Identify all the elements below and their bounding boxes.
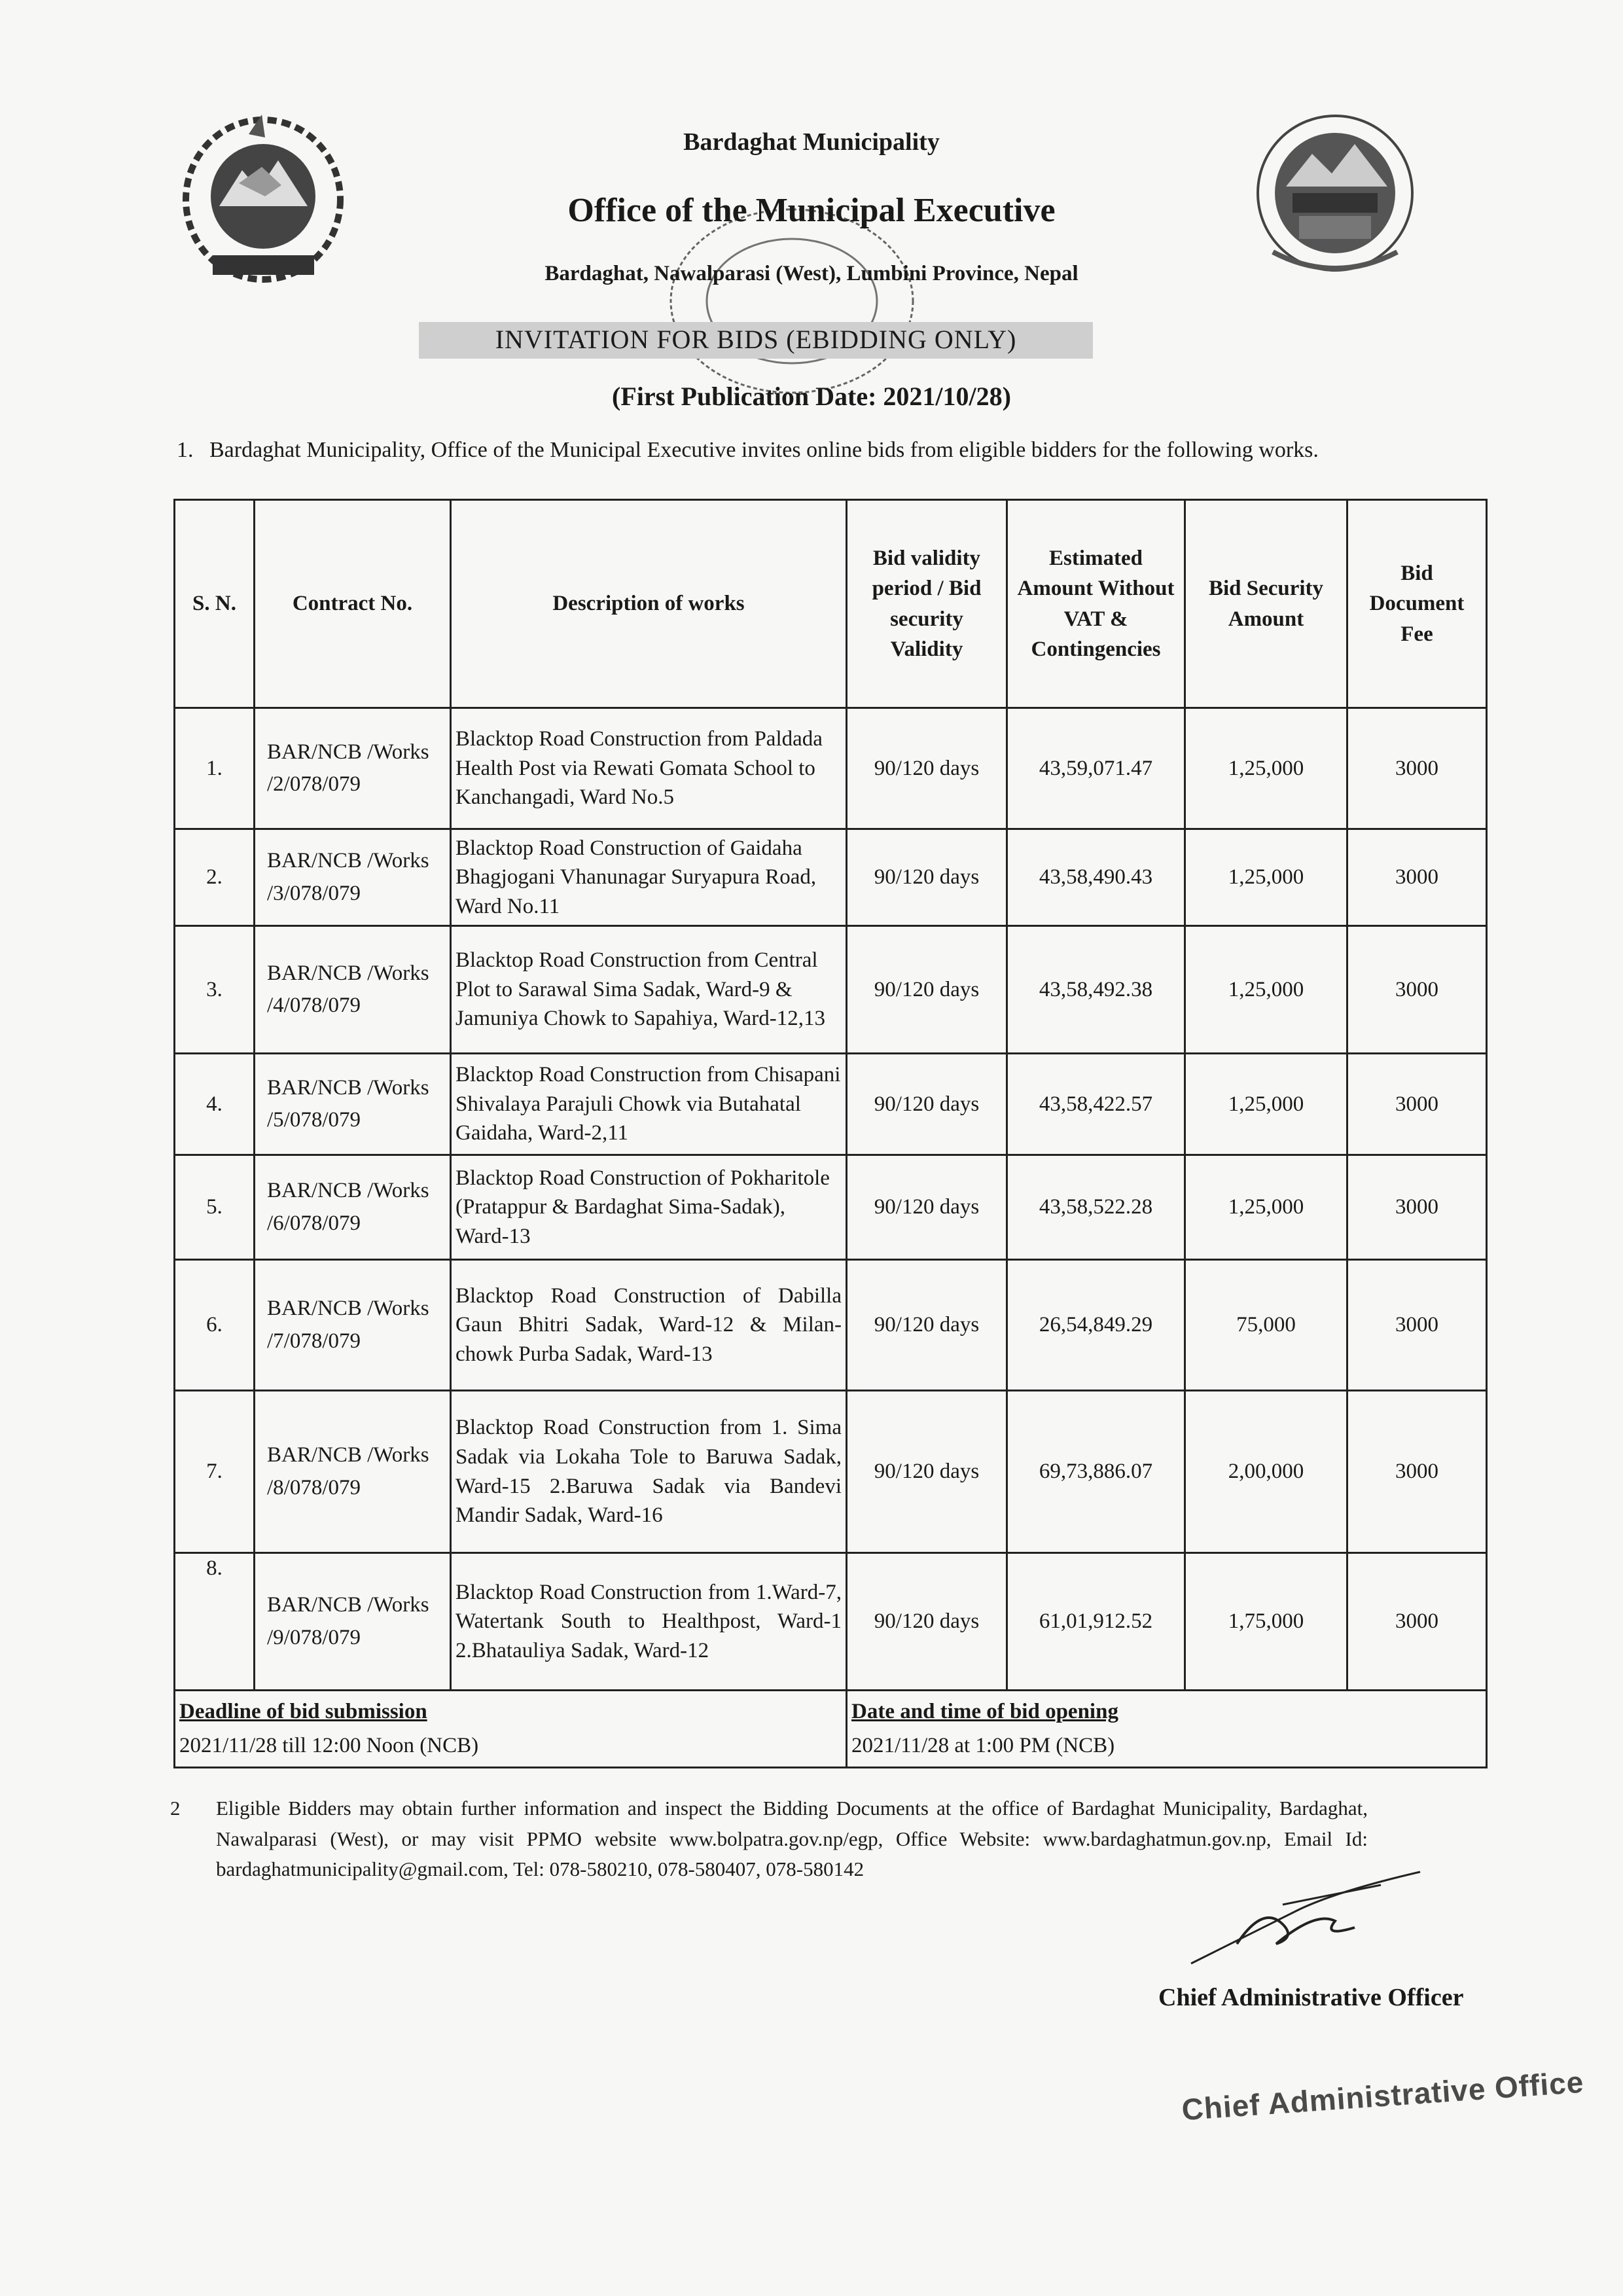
table-row xyxy=(175,708,1487,829)
header-estimated-amount: Estimated Amount Without VAT & Contingencies xyxy=(1007,500,1185,708)
cell-description: Blacktop Road Construction from Paldada Health Post via Rewati Gomata School to Kanchangadi, Ward No.5 xyxy=(451,708,847,829)
cell-contract-no: BAR/NCB /Works /8/078/079 xyxy=(255,1391,451,1553)
cell-fee: 3000 xyxy=(1347,1260,1487,1391)
cell-security: 1,25,000 xyxy=(1185,708,1347,829)
officer-title: Chief Administrative Officer xyxy=(1158,1984,1464,2011)
paragraph-text: Eligible Bidders may obtain further information and inspect the Bidding Documents at the office of Bardaghat Municipality, Bardaghat, Nawalparasi (West), or may visit PPMO website www.bolpatra.gov.np/egp, Office Website: www.bardaghatmun.gov.np, Email Id: bardaghatmunicipality@gmail.com, Tel: 078-580210, 078-580407, 078-580142 xyxy=(216,1797,1368,1880)
table-row xyxy=(175,1553,1487,1691)
cell-security: 1,25,000 xyxy=(1185,829,1347,926)
cell-sn: 7. xyxy=(175,1391,255,1553)
opening-label: Date and time of bid opening xyxy=(851,1700,1118,1724)
deadline-label: Deadline of bid submission xyxy=(179,1700,427,1724)
cell-validity: 90/120 days xyxy=(847,708,1007,829)
cell-contract-no: BAR/NCB /Works /5/078/079 xyxy=(255,1054,451,1155)
municipality-name: Bardaghat Municipality xyxy=(683,128,940,156)
cell-amount: 43,58,522.28 xyxy=(1007,1155,1185,1260)
cell-amount: 43,59,071.47 xyxy=(1007,708,1185,829)
cell-amount: 43,58,422.57 xyxy=(1007,1054,1185,1155)
header-contract-no: Contract No. xyxy=(255,500,451,708)
cell-validity: 90/120 days xyxy=(847,1054,1007,1155)
cell-amount: 69,73,886.07 xyxy=(1007,1391,1185,1553)
table-row xyxy=(175,1391,1487,1553)
cell-sn: 5. xyxy=(175,1155,255,1260)
cell-sn: 3. xyxy=(175,926,255,1054)
header-sn: S. N. xyxy=(175,500,255,708)
office-title: Office of the Municipal Executive xyxy=(567,192,1056,229)
cell-amount: 43,58,492.38 xyxy=(1007,926,1185,1054)
paragraph-text: Bardaghat Municipality, Office of the Municipal Executive invites online bids from eligible bidders for the following works. xyxy=(209,438,1319,462)
invitation-title: INVITATION FOR BIDS (EBIDDING ONLY) xyxy=(495,325,1017,354)
cell-sn: 4. xyxy=(175,1054,255,1155)
cell-fee: 3000 xyxy=(1347,829,1487,926)
opening-cell xyxy=(847,1691,1487,1768)
cell-sn: 6. xyxy=(175,1260,255,1391)
cell-description: Blacktop Road Construction from 1. Sima Sadak via Lokaha Tole to Baruwa Sadak, Ward-15 2.Baruwa Sadak via Bandevi Mandir Sadak, Ward-16 xyxy=(451,1391,847,1553)
bid-table xyxy=(173,499,1488,1768)
cell-security: 1,75,000 xyxy=(1185,1553,1347,1691)
cell-sn: 1. xyxy=(175,708,255,829)
cell-sn: 2. xyxy=(175,829,255,926)
cell-security: 1,25,000 xyxy=(1185,1155,1347,1260)
cell-fee: 3000 xyxy=(1347,926,1487,1054)
table-row xyxy=(175,926,1487,1054)
table-row xyxy=(175,829,1487,926)
cell-security: 75,000 xyxy=(1185,1260,1347,1391)
cell-contract-no: BAR/NCB /Works /9/078/079 xyxy=(255,1553,451,1691)
cell-description: Blacktop Road Construction from 1.Ward-7, Watertank South to Healthpost, Ward-1 2.Bhatauliya Sadak, Ward-12 xyxy=(451,1553,847,1691)
cell-fee: 3000 xyxy=(1347,1553,1487,1691)
cell-description: Blacktop Road Construction from Central Plot to Sarawal Sima Sadak, Ward-9 & Jamuniya Chowk to Sapahiya, Ward-12,13 xyxy=(451,926,847,1054)
cell-contract-no: BAR/NCB /Works /6/078/079 xyxy=(255,1155,451,1260)
cell-fee: 3000 xyxy=(1347,1155,1487,1260)
intro-paragraph xyxy=(177,435,1374,465)
cell-validity: 90/120 days xyxy=(847,1391,1007,1553)
header-validity: Bid validity period / Bid security Validity xyxy=(847,500,1007,708)
header-bid-security: Bid Security Amount xyxy=(1185,500,1347,708)
paragraph-number: 1. xyxy=(177,438,194,462)
table-footer-row xyxy=(175,1691,1487,1768)
cell-security: 1,25,000 xyxy=(1185,1054,1347,1155)
cell-contract-no: BAR/NCB /Works /3/078/079 xyxy=(255,829,451,926)
paragraph-number: 2 xyxy=(170,1797,181,1820)
cell-validity: 90/120 days xyxy=(847,1260,1007,1391)
cell-validity: 90/120 days xyxy=(847,926,1007,1054)
cell-description: Blacktop Road Construction from Chisapani Shivalaya Parajuli Chowk via Butahatal Gaidaha, Ward-2,11 xyxy=(451,1054,847,1155)
cell-amount: 26,54,849.29 xyxy=(1007,1260,1185,1391)
cell-validity: 90/120 days xyxy=(847,1553,1007,1691)
cell-fee: 3000 xyxy=(1347,1391,1487,1553)
office-address: Bardaghat, Nawalparasi (West), Lumbini Province, Nepal xyxy=(544,262,1079,285)
cell-security: 1,25,000 xyxy=(1185,926,1347,1054)
cell-description: Blacktop Road Construction of Gaidaha Bhagjogani Vhanunagar Suryapura Road, Ward No.11 xyxy=(451,829,847,926)
cell-sn: 8. xyxy=(175,1553,255,1691)
table-row xyxy=(175,1260,1487,1391)
cell-contract-no: BAR/NCB /Works /7/078/079 xyxy=(255,1260,451,1391)
office-stamp-text: Chief Administrative Office xyxy=(1180,2064,1585,2127)
signature-icon xyxy=(1185,1865,1427,1970)
cell-contract-no: BAR/NCB /Works /4/078/079 xyxy=(255,926,451,1054)
cell-validity: 90/120 days xyxy=(847,829,1007,926)
table-row xyxy=(175,1155,1487,1260)
header-document-fee: Bid Document Fee xyxy=(1347,500,1487,708)
cell-description: Blacktop Road Construction of Pokharitole (Pratappur & Bardaghat Sima-Sadak), Ward-13 xyxy=(451,1155,847,1260)
cell-validity: 90/120 days xyxy=(847,1155,1007,1260)
table-row xyxy=(175,1054,1487,1155)
deadline-value: 2021/11/28 till 12:00 Noon (NCB) xyxy=(179,1733,479,1757)
header-description: Description of works xyxy=(451,500,847,708)
cell-contract-no: BAR/NCB /Works /2/078/079 xyxy=(255,708,451,829)
cell-amount: 43,58,490.43 xyxy=(1007,829,1185,926)
cell-fee: 3000 xyxy=(1347,1054,1487,1155)
deadline-cell xyxy=(175,1691,847,1768)
cell-fee: 3000 xyxy=(1347,708,1487,829)
cell-security: 2,00,000 xyxy=(1185,1391,1347,1553)
opening-value: 2021/11/28 at 1:00 PM (NCB) xyxy=(851,1733,1115,1757)
cell-amount: 61,01,912.52 xyxy=(1007,1553,1185,1691)
cell-description: Blacktop Road Construction of Dabilla Gaun Bhitri Sadak, Ward-12 & Milan-chowk Purba Sadak, Ward-13 xyxy=(451,1260,847,1391)
publication-date: (First Publication Date: 2021/10/28) xyxy=(612,382,1011,411)
